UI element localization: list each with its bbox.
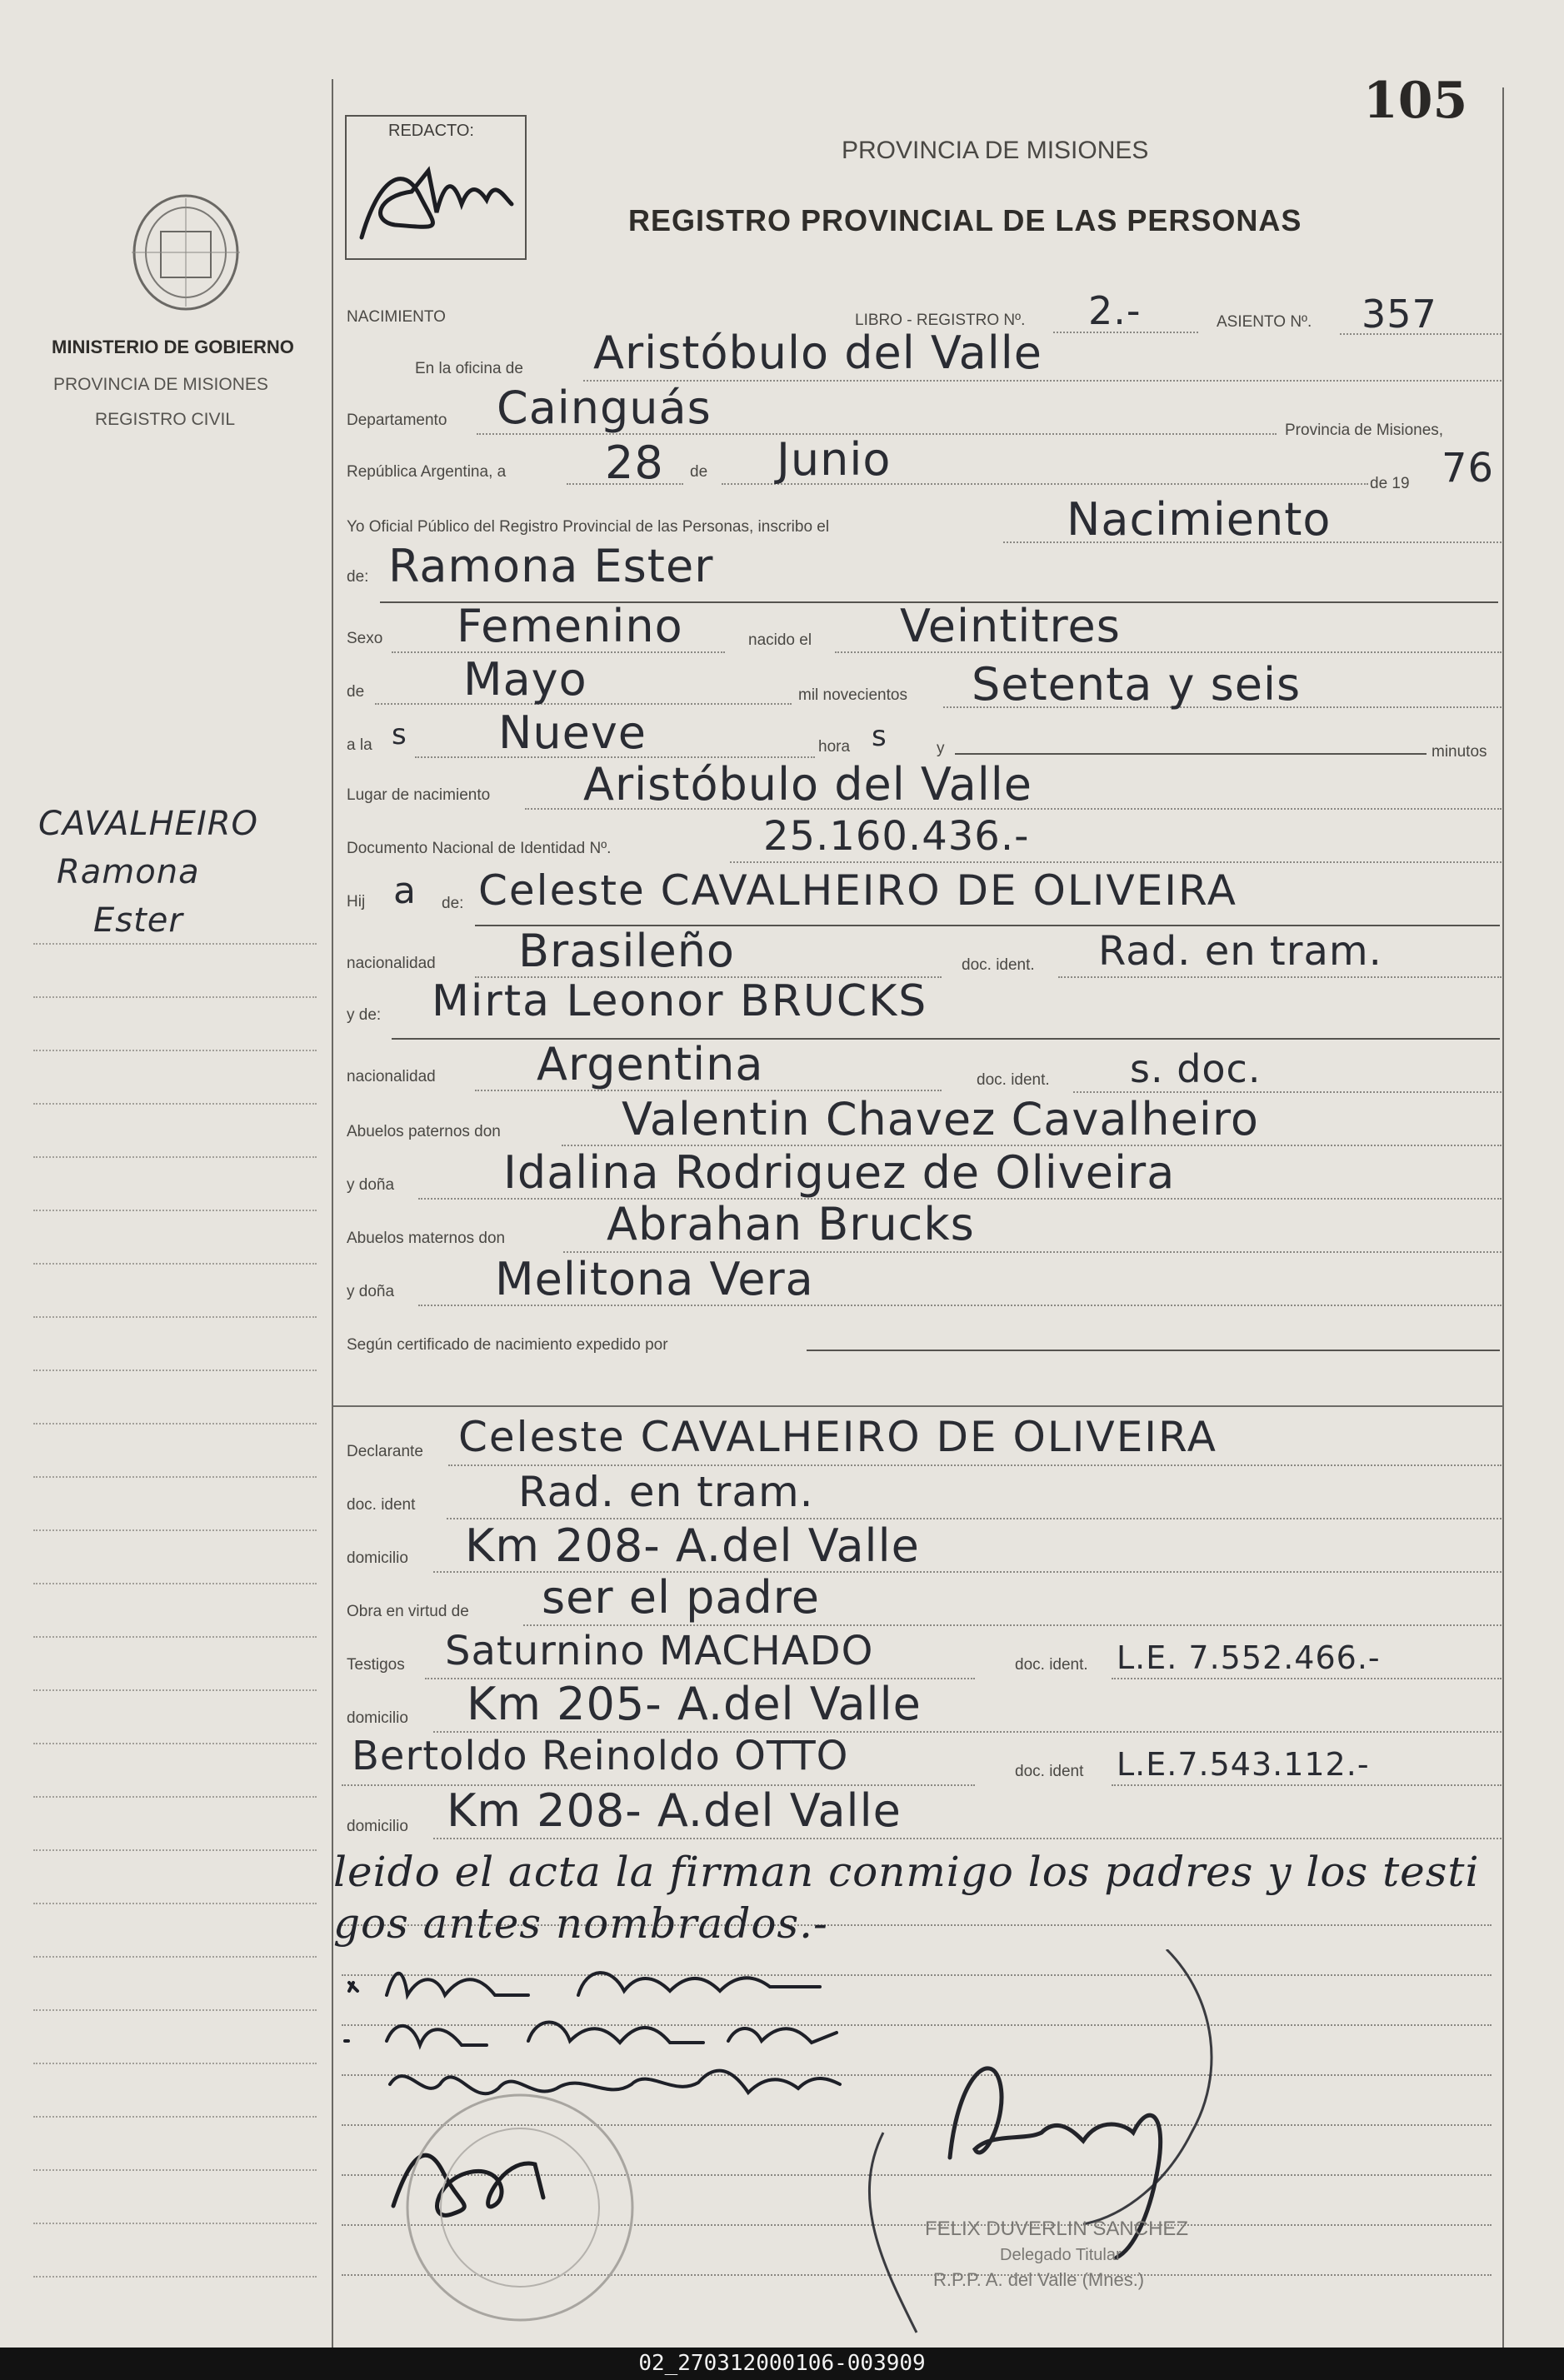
label-asiento: ASIENTO Nº. [1217, 313, 1312, 331]
ministry-label: MINISTERIO DE GOBIERNO [52, 337, 294, 357]
margin-line [33, 2169, 317, 2171]
margin-line [33, 1689, 317, 1691]
field-dni: 25.160.436.- [763, 813, 1030, 860]
field-acto: Nacimiento [1067, 493, 1332, 546]
margin-first-name: Ramona [57, 853, 200, 891]
label-abuelos-maternos: Abuelos maternos don [347, 1230, 506, 1247]
field-testigo1-doc: L.E. 7.552.466.- [1117, 1639, 1381, 1676]
note-line-2: gos antes nombrados.- [333, 1899, 828, 1948]
field-testigo1: Saturnino MACHADO [445, 1628, 874, 1674]
page-number: 105 [1363, 72, 1468, 130]
field-departamento: Cainguás [497, 382, 712, 434]
line-oficina [583, 380, 1502, 382]
field-decl-doc: Rad. en tram. [518, 1468, 814, 1516]
line-minutos [955, 753, 1427, 755]
label-testigos: Testigos [347, 1656, 405, 1674]
field-anio: 76 [1442, 445, 1495, 491]
field-oficina: Aristóbulo del Valle [593, 327, 1042, 379]
margin-line [33, 1370, 317, 1371]
field-nacido-mes: Mayo [463, 653, 587, 706]
label-lugar: Lugar de nacimiento [347, 786, 491, 804]
margin-line [33, 2223, 317, 2224]
field-padre-nac: Brasileño [518, 925, 735, 977]
line-documento [730, 861, 1502, 863]
margin-line [33, 943, 317, 945]
redacto-label: REDACTO: [388, 122, 474, 140]
line-testigo2-doc [1112, 1784, 1502, 1786]
field-obra: ser el padre [542, 1571, 820, 1624]
margin-second-name: Ester [93, 901, 183, 940]
label-segun: Según certificado de nacimiento expedido por [347, 1336, 668, 1354]
margin-line [33, 1529, 317, 1531]
note-line-1: leido el acta la firman conmigo los padres y los testi [333, 1848, 1480, 1896]
label-y-dona-m: y doña [347, 1283, 395, 1300]
field-asiento: 357 [1362, 292, 1437, 337]
label-doc-ident-t2: doc. ident [1015, 1763, 1084, 1780]
stamp-title: Delegado Titular [1000, 2246, 1122, 2264]
line-testigo2-dom [433, 1838, 1502, 1839]
label-minutos: minutos [1432, 743, 1487, 761]
field-nacido-anio: Setenta y seis [972, 658, 1302, 711]
label-de-mes2: de [347, 683, 365, 701]
margin-line [33, 1210, 317, 1211]
civil-registry-label: REGISTRO CIVIL [95, 410, 236, 429]
margin-line [33, 1903, 317, 1904]
field-hij-suffix: a [393, 870, 417, 912]
label-hij: Hij [347, 893, 366, 911]
margin-line [33, 1103, 317, 1105]
field-testigo2: Bertoldo Reinoldo OTTO [352, 1733, 849, 1779]
label-hora: hora [818, 738, 851, 756]
field-abuela-m: Melitona Vera [495, 1253, 814, 1305]
label-doc-ident-madre: doc. ident. [977, 1071, 1050, 1089]
label-de-mes: de [690, 463, 708, 481]
label-y: y [937, 740, 945, 757]
field-madre-nac: Argentina [537, 1038, 764, 1090]
margin-line [33, 996, 317, 998]
field-nombre: Ramona Ester [388, 540, 714, 592]
margin-line [33, 1796, 317, 1798]
left-frame-line [332, 79, 333, 2348]
field-nacido-dia: Veintitres [900, 600, 1121, 652]
label-departamento: Departamento [347, 412, 447, 429]
margin-line [33, 1423, 317, 1425]
label-doc-ident-t1: doc. ident. [1015, 1656, 1088, 1674]
label-declarante: Declarante [347, 1443, 423, 1460]
signature-celeste [337, 1949, 853, 2016]
field-madre-doc: s. doc. [1130, 1046, 1262, 1091]
field-testigo2-doc: L.E.7.543.112.- [1117, 1746, 1370, 1783]
label-libro: LIBRO - REGISTRO Nº. [855, 312, 1026, 329]
field-hora-suffix: s [392, 718, 407, 751]
field-testigo1-dom: Km 205- A.del Valle [467, 1678, 922, 1730]
right-frame-line [1502, 87, 1504, 2348]
redacto-signature [345, 146, 523, 254]
label-domicilio: domicilio [347, 1549, 408, 1567]
margin-line [33, 1743, 317, 1744]
official-round-stamp [387, 2083, 653, 2333]
label-sexo: Sexo [347, 630, 383, 647]
label-nacionalidad: nacionalidad [347, 955, 436, 972]
label-obra: Obra en virtud de [347, 1603, 469, 1620]
label-abuelos-paternos: Abuelos paternos don [347, 1123, 501, 1140]
line-padre-doc [1058, 976, 1502, 978]
label-documento: Documento Nacional de Identidad Nº. [347, 840, 612, 857]
registry-title: REGISTRO PROVINCIAL DE LAS PERSONAS [628, 203, 1302, 237]
field-lugar: Aristóbulo del Valle [583, 758, 1032, 811]
margin-line [33, 2063, 317, 2064]
field-mes: Junio [777, 433, 892, 486]
label-de-padre: de: [442, 895, 464, 912]
section-divider [333, 1405, 1503, 1407]
seal-province-label: PROVINCIA DE MISIONES [53, 375, 268, 394]
margin-line [33, 1476, 317, 1478]
label-domicilio-t1: domicilio [347, 1709, 408, 1727]
field-libro: 2.- [1088, 288, 1142, 333]
field-declarante: Celeste CAVALHEIRO DE OLIVEIRA [458, 1413, 1217, 1461]
margin-line [33, 1583, 317, 1584]
margin-line [33, 2276, 317, 2278]
field-madre: Mirta Leonor BRUCKS [432, 976, 928, 1026]
stamp-name: FELIX DUVERLIN SANCHEZ [925, 2218, 1189, 2240]
line-obra [523, 1624, 1502, 1626]
field-hora-s: s [872, 720, 887, 753]
field-testigo2-dom: Km 208- A.del Valle [447, 1784, 902, 1837]
margin-line [33, 1636, 317, 1638]
coat-of-arms-seal [107, 182, 265, 315]
margin-line [33, 1156, 317, 1158]
margin-line [33, 1956, 317, 1958]
label-de-19: de 19 [1370, 475, 1410, 492]
margin-line [33, 1263, 317, 1265]
label-a-la: a la [347, 736, 372, 754]
margin-line [33, 1849, 317, 1851]
field-padre-doc: Rad. en tram. [1098, 928, 1382, 975]
line-declarante [448, 1464, 1502, 1466]
field-abuelo-p: Valentin Chavez Cavalheiro [622, 1093, 1259, 1145]
line-testigo1-doc [1112, 1678, 1502, 1679]
label-provincia: Provincia de Misiones, [1285, 422, 1444, 439]
province-title: PROVINCIA DE MISIONES [842, 137, 1149, 164]
label-domicilio-t2: domicilio [347, 1818, 408, 1835]
image-id-footer: 02_270312000106-003909 [0, 2348, 1564, 2380]
field-dia: 28 [605, 437, 664, 489]
field-sexo: Femenino [457, 600, 683, 652]
stamp-place: R.P.P. A. del Valle (Mnes.) [933, 2269, 1145, 2290]
label-doc-ident-decl: doc. ident [347, 1496, 416, 1514]
label-de-nombre: de: [347, 568, 369, 586]
margin-line [33, 2116, 317, 2118]
field-padre: Celeste CAVALHEIRO DE OLIVEIRA [478, 866, 1237, 915]
line-segun [807, 1350, 1500, 1351]
label-oficina: En la oficina de [415, 360, 523, 377]
label-mil: mil novecientos [798, 686, 907, 704]
label-oficial: Yo Oficial Público del Registro Provincial de las Personas, inscribo el [347, 518, 830, 536]
label-doc-ident: doc. ident. [962, 956, 1035, 974]
field-abuelo-m: Abrahan Brucks [607, 1198, 975, 1250]
margin-line [33, 1316, 317, 1318]
field-hora: Nueve [498, 706, 647, 759]
margin-line [33, 2009, 317, 2011]
margin-line [33, 1050, 317, 1051]
label-y-dona: y doña [347, 1176, 395, 1194]
label-nacido: nacido el [748, 631, 812, 649]
label-nacimiento: NACIMIENTO [347, 308, 446, 326]
label-y-de: y de: [347, 1006, 382, 1024]
margin-surname: CAVALHEIRO [38, 805, 259, 843]
label-republica: República Argentina, a [347, 463, 507, 481]
label-nacionalidad-madre: nacionalidad [347, 1068, 436, 1085]
field-decl-dom: Km 208- A.del Valle [465, 1519, 920, 1572]
field-abuela-p: Idalina Rodriguez de Oliveira [503, 1146, 1176, 1199]
